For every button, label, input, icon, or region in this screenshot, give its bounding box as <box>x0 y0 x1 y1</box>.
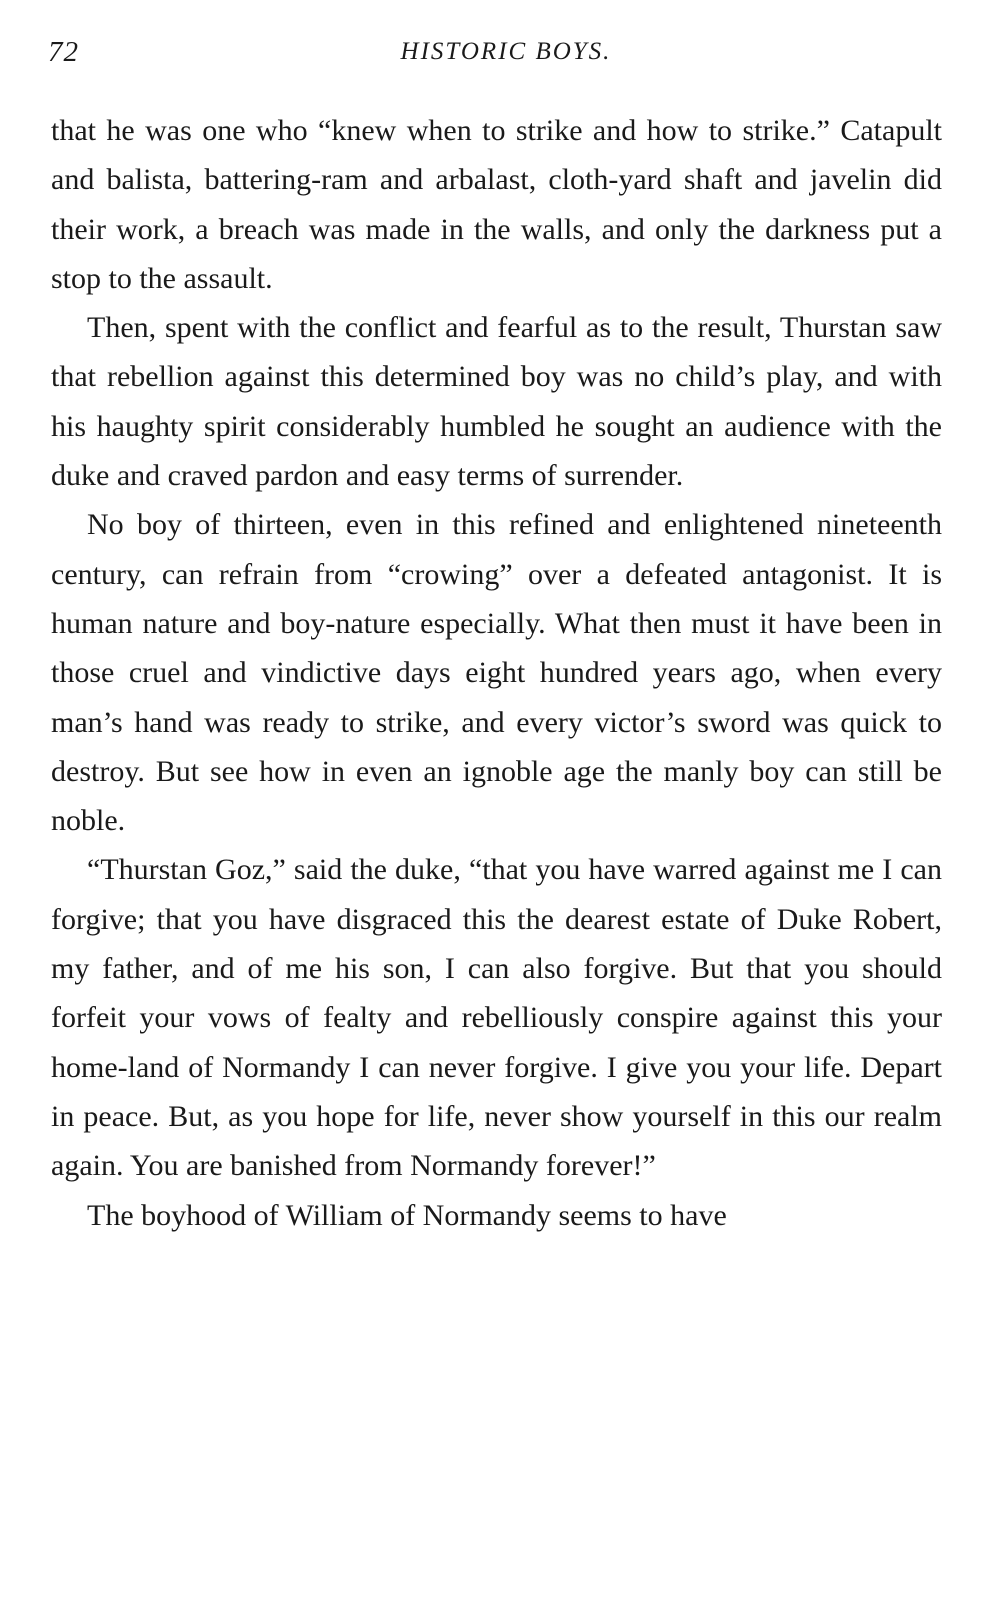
paragraph: “Thurstan Goz,” said the duke, “that you have warred against me I can forgive; that you have disgraced this the dearest estate of Duke Robert, my father, and of me his son, I can also forgive. But that you should forfeit your vows of fealty and rebelliously conspire against this your home-land of Normandy I can never forgive. I give you your life. Depart in peace. But, as you hope for life, never show yourself in this our realm again. You are banished from Normandy forever!” <box>51 853 942 1183</box>
paragraph: No boy of thirteen, even in this refined and enlightened nineteenth century, can refrain from “crowing” over a defeated antagonist. It is human nature and boy-nature especially. What then must it have been in those cruel and vindictive days eight hundred years ago, when every man’s hand was ready to strike, and every victor’s sword was quick to destroy. But see how in even an ignoble age the manly boy can still be noble. <box>51 508 942 838</box>
running-head: HISTORIC BOYS. <box>400 38 612 65</box>
page-number: 72 <box>48 36 79 68</box>
paragraph: Then, spent with the conflict and fearful as to the result, Thurstan saw that rebellion against this determined boy was no child’s play, and with his haughty spirit considerably humbled he sought an audience with the duke and craved pardon and easy terms of surrender. <box>51 311 942 493</box>
paragraph: The boyhood of William of Normandy seems to have <box>87 1198 727 1232</box>
page-header <box>48 36 944 76</box>
paragraph: that he was one who “knew when to strike and how to strike.” Catapult and balista, battering-ram and arbalast, cloth-yard shaft and javelin did their work, a breach was made in the walls, and only the darkness put a stop to the assault. <box>51 114 942 295</box>
body-text <box>51 106 942 1240</box>
